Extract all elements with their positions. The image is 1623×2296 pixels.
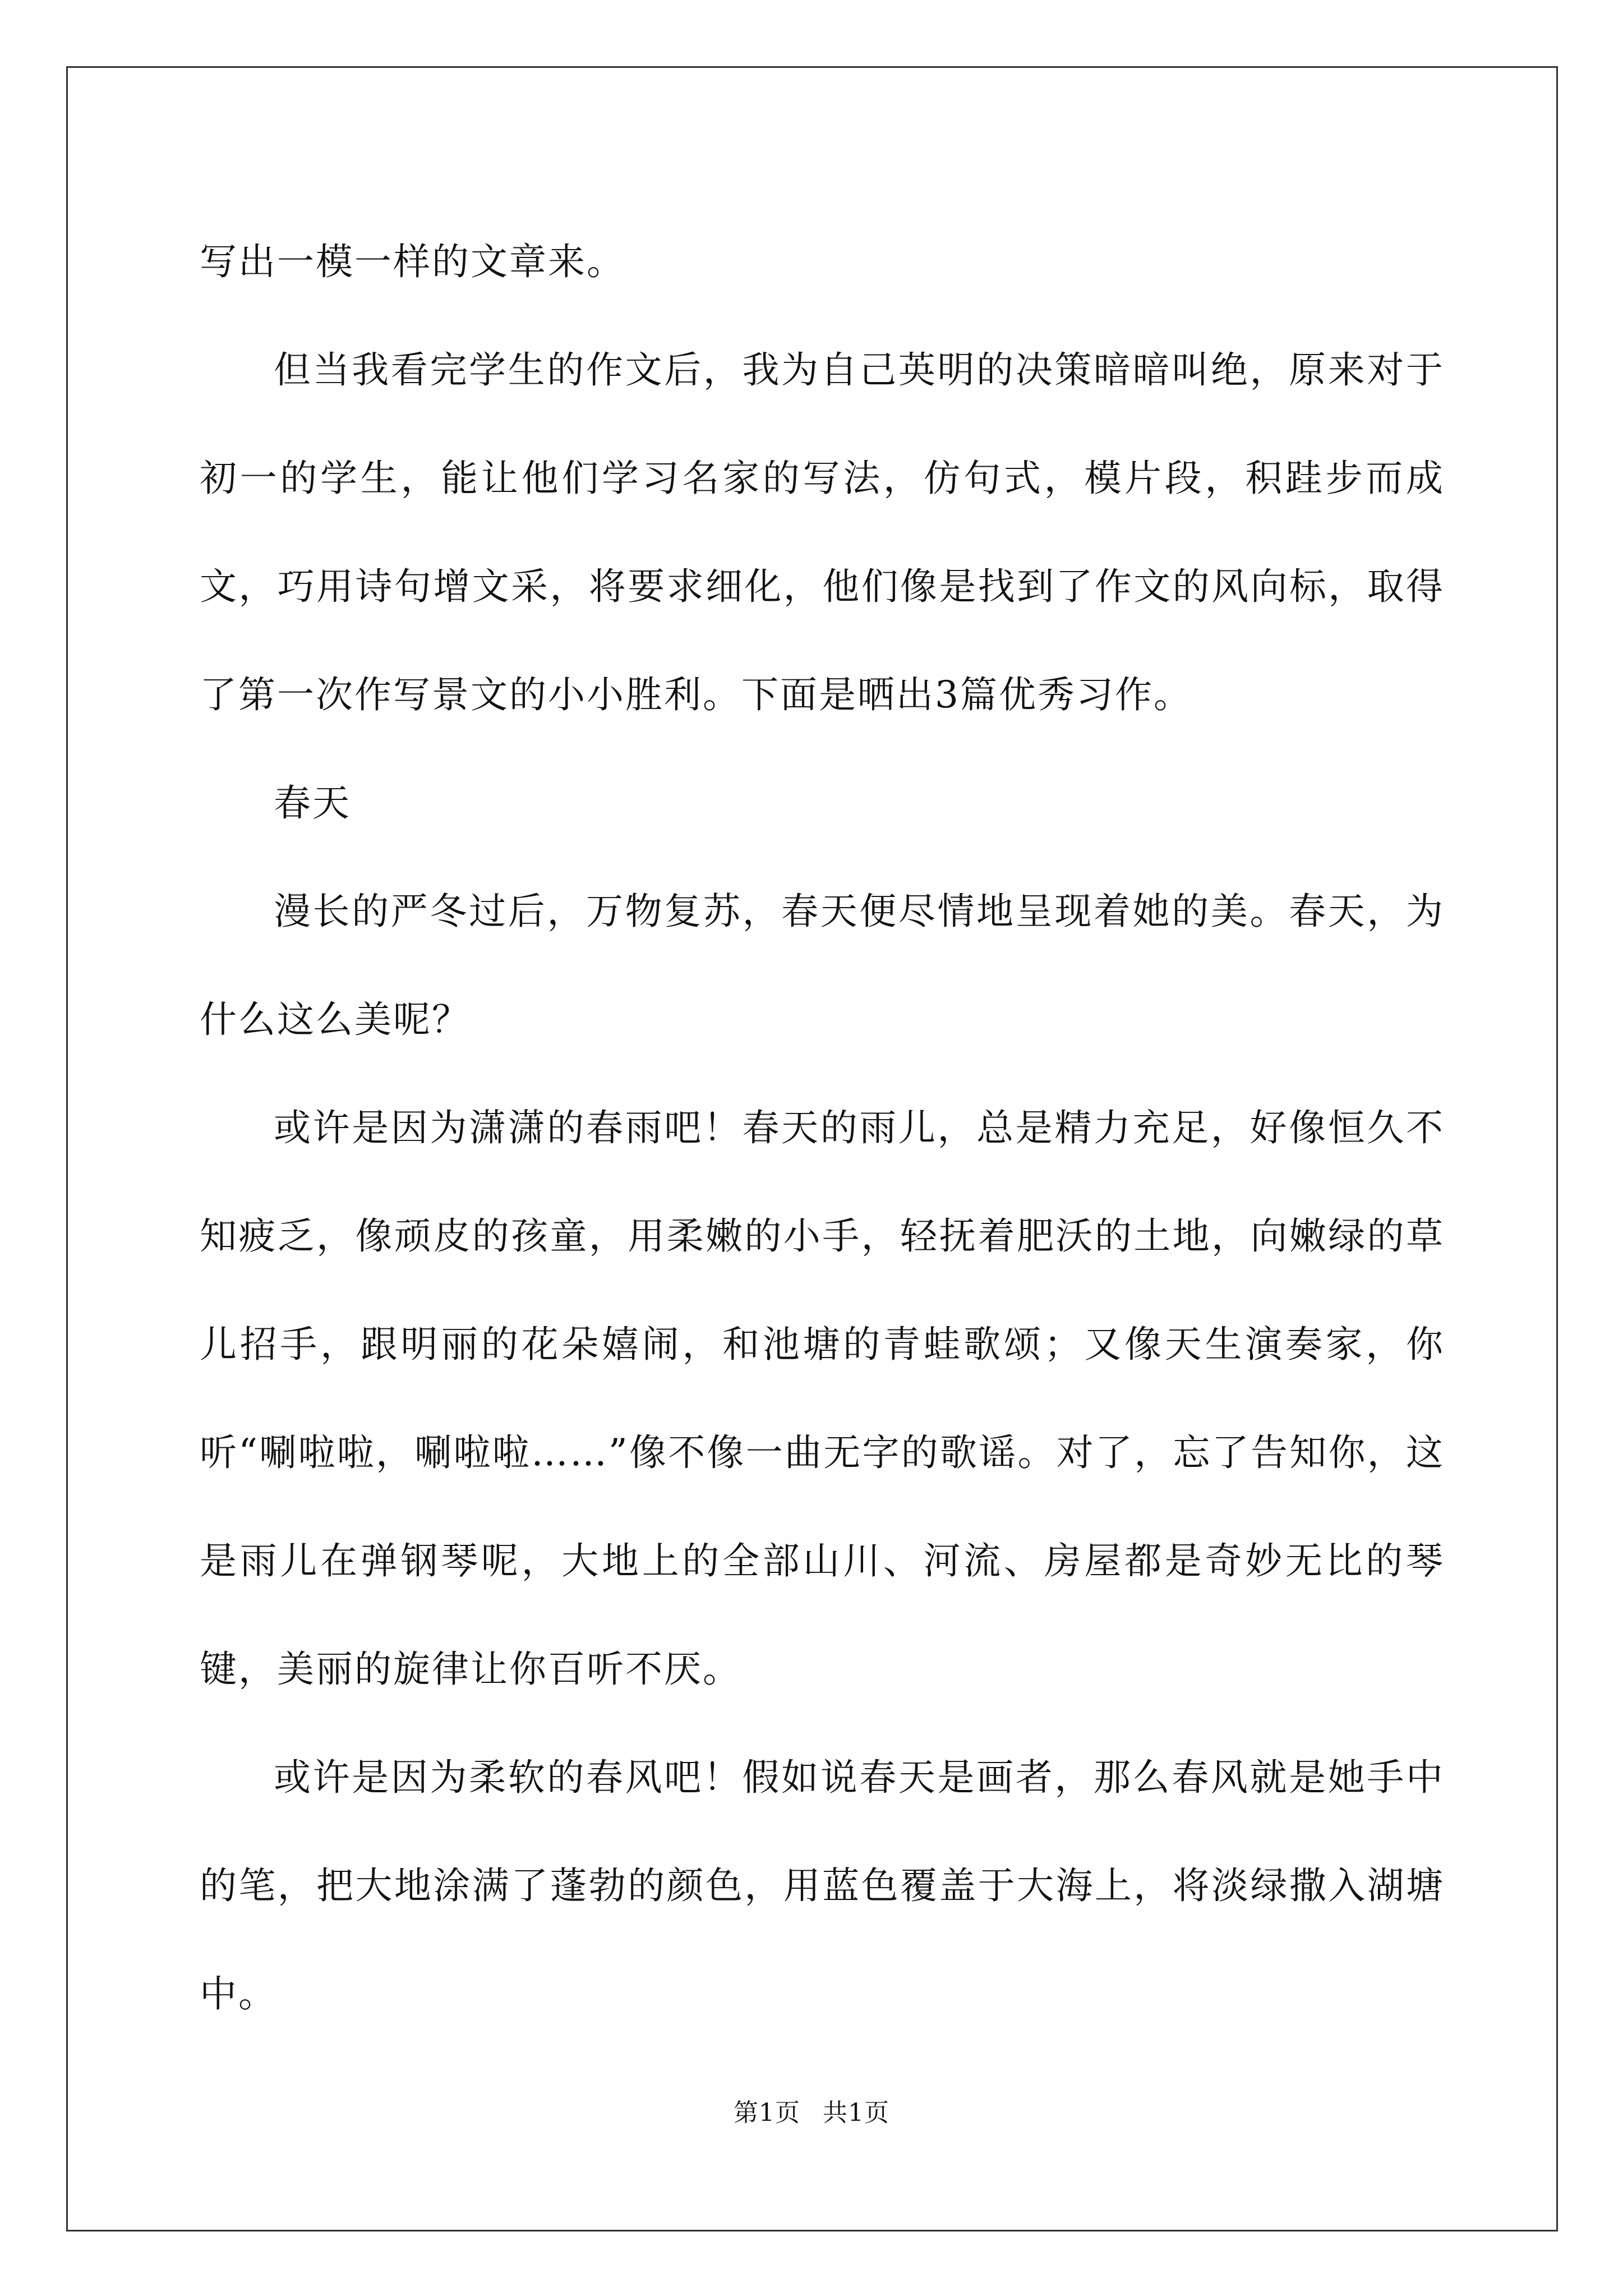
essay-title: 春天 bbox=[274, 781, 351, 825]
page-number: 第1页 bbox=[734, 2099, 800, 2127]
page-total: 共1页 bbox=[823, 2099, 889, 2127]
document-body bbox=[200, 208, 1445, 2048]
paragraph-continuation: 写出一模一样的文章来。 bbox=[200, 240, 625, 283]
page-footer bbox=[0, 2092, 1623, 2128]
paragraph-opening: 漫长的严冬过后，万物复苏，春天便尽情地呈现着她的美。春天，为什么这么美呢？ bbox=[200, 890, 1445, 1041]
paragraph-spring-wind: 或许是因为柔软的春风吧！假如说春天是画者，那么春风就是她手中的笔，把大地涂满了蓬勃的颜色，用蓝色覆盖于大海上，将淡绿撒入湖塘中。 bbox=[200, 1756, 1445, 2016]
paragraph-spring-rain: 或许是因为潇潇的春雨吧！春天的雨儿，总是精力充足，好像恒久不知疲乏，像顽皮的孩童，用柔嫩的小手，轻抚着肥沃的土地，向嫩绿的草儿招手，跟明丽的花朵嬉闹，和池塘的青蛙歌颂；又像天生演奏家，你听“唰啦啦，唰啦啦……”像不像一曲无字的歌谣。对了，忘了告知你，这是雨儿在弹钢琴呢，大地上的全部山川、河流、房屋都是奇妙无比的琴键，美丽的旋律让你百听不厌。 bbox=[200, 1106, 1445, 1691]
paragraph-intro: 但当我看完学生的作文后，我为自己英明的决策暗暗叫绝，原来对于初一的学生，能让他们学习名家的写法，仿句式，模片段，积跬步而成文，巧用诗句增文采，将要求细化，他们像是找到了作文的风向标，取得了第一次作写景文的小小胜利。下面是晒出3篇优秀习作。 bbox=[200, 348, 1445, 716]
